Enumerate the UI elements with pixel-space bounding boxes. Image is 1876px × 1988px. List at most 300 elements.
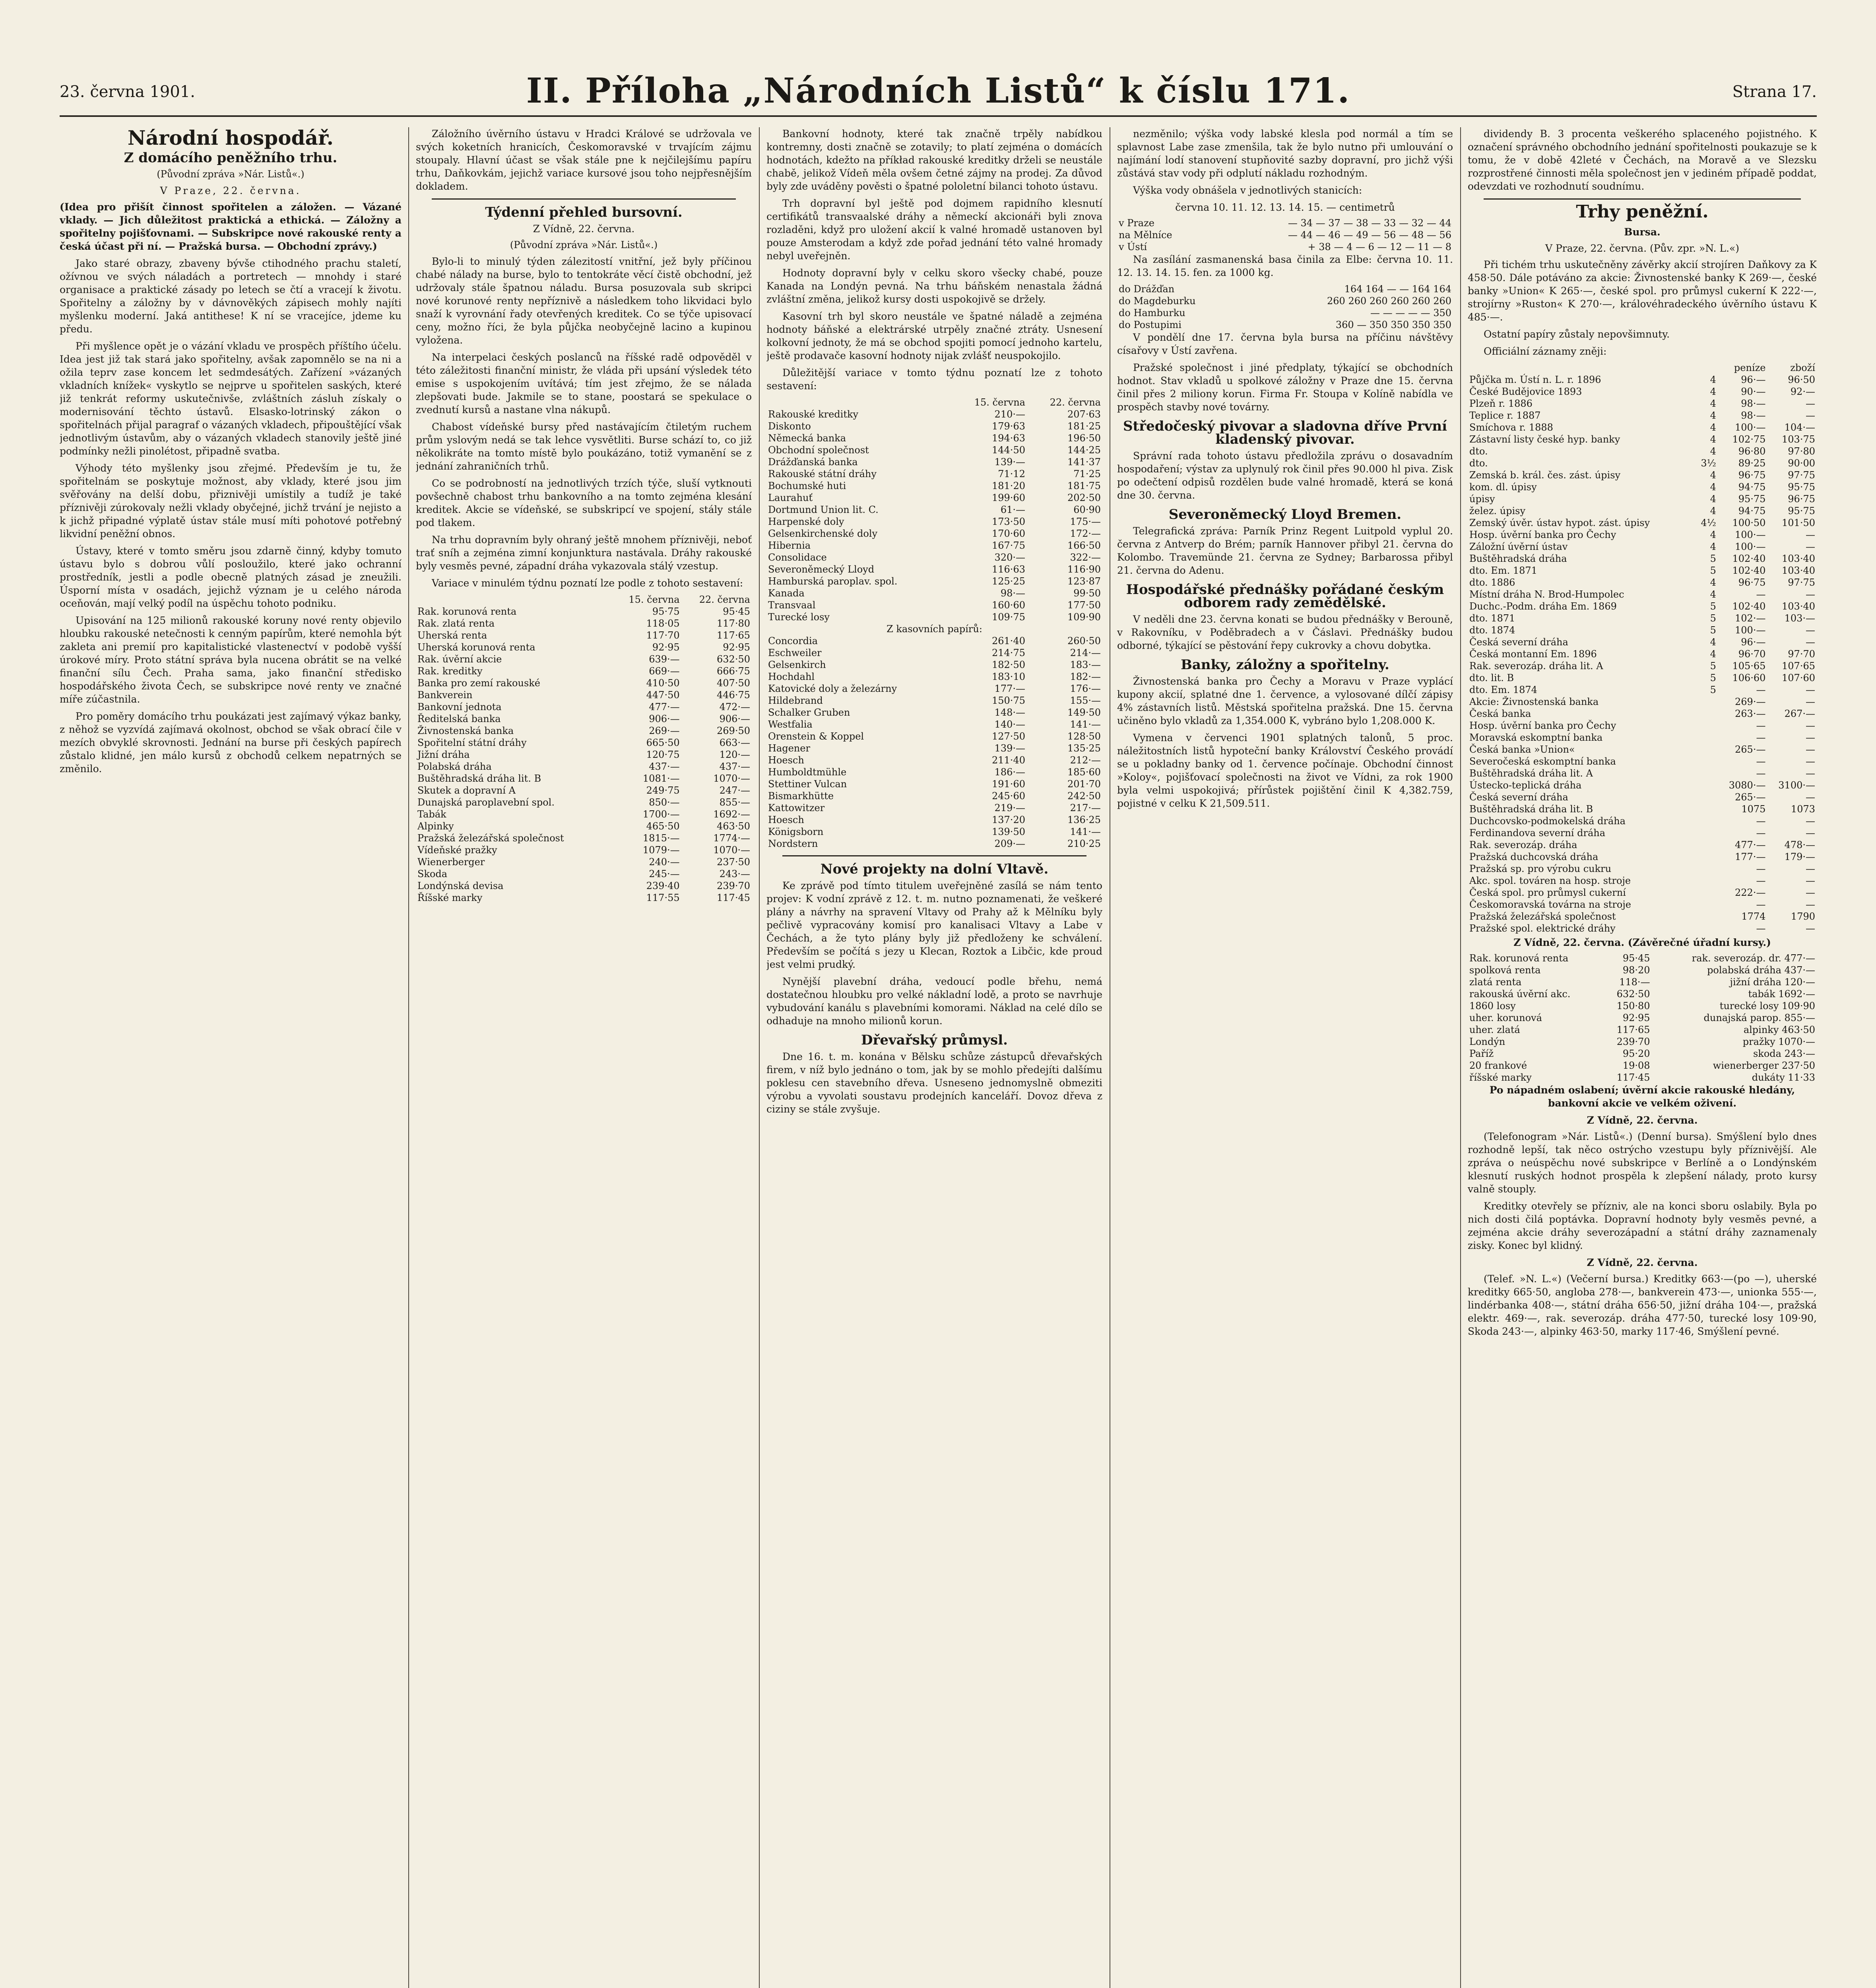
table-row bbox=[1468, 541, 1817, 553]
row-value: — bbox=[1806, 744, 1815, 755]
row-value: 478·— bbox=[1784, 839, 1815, 850]
row-value: 96·50 bbox=[1788, 374, 1815, 385]
row-label: Pražské spol. elektrické dráhy bbox=[1469, 923, 1616, 934]
row-value: 4 bbox=[1710, 422, 1716, 433]
row-value: 1075 bbox=[1741, 804, 1766, 815]
row-value bbox=[1695, 827, 1718, 839]
column-rule bbox=[1460, 127, 1461, 1988]
row-value: 265·— bbox=[1735, 744, 1766, 755]
subsection-label: Bursa. bbox=[1624, 226, 1661, 238]
table-row bbox=[416, 725, 752, 737]
table-row bbox=[1468, 660, 1817, 672]
table-row bbox=[1468, 374, 1817, 386]
article-title: Hospodářské přednášky pořádané českým odborem rady zemědělské. bbox=[1126, 582, 1444, 611]
row-value: 240·— bbox=[649, 856, 680, 868]
row-value: + 38 — 4 — 6 — 12 — 11 — 8 bbox=[1308, 241, 1451, 252]
row-value: — bbox=[1806, 625, 1815, 636]
row-label: říšské marky bbox=[1469, 1072, 1532, 1083]
row-value: 117·65 bbox=[717, 630, 750, 641]
row-value: 102·40 bbox=[1732, 553, 1766, 564]
table-row bbox=[1468, 433, 1817, 445]
row-value: 5 bbox=[1710, 672, 1716, 683]
row-value: 117·70 bbox=[646, 630, 680, 641]
row-value: rak. severozáp. dr. 477·— bbox=[1692, 953, 1815, 964]
row-label: Königsborn bbox=[768, 826, 824, 837]
row-value: 269·50 bbox=[717, 725, 750, 736]
row-value: 3½ bbox=[1701, 458, 1716, 469]
row-value: 95·75 bbox=[1788, 505, 1815, 516]
table-row bbox=[766, 492, 1102, 504]
row-value: 175·— bbox=[1070, 516, 1101, 527]
table-row bbox=[766, 754, 1102, 766]
highlight-note: Po nápadném oslabení; úvěrní akcie rakouské hledány, bankovní akcie ve velkém oživení. bbox=[1489, 1084, 1795, 1109]
row-value: 136·25 bbox=[1067, 814, 1101, 825]
row-value: 141·— bbox=[1070, 719, 1101, 730]
row-label: uher. korunová bbox=[1469, 1012, 1542, 1023]
row-label: Česká banka »Union« bbox=[1469, 744, 1575, 755]
row-label: Smíchova r. 1888 bbox=[1469, 422, 1553, 433]
row-value: 181·20 bbox=[992, 480, 1025, 491]
row-value: 214·— bbox=[1070, 647, 1101, 658]
row-value: 167·75 bbox=[992, 540, 1025, 551]
row-label: Uherská korunová renta bbox=[417, 642, 535, 653]
row-value: 19·08 bbox=[1622, 1060, 1650, 1071]
table-row bbox=[1117, 217, 1453, 229]
row-value: 222·— bbox=[1735, 887, 1766, 898]
rates-table bbox=[416, 594, 752, 904]
row-label: Orenstein & Koppel bbox=[768, 731, 864, 742]
row-label: 20 frankové bbox=[1469, 1060, 1527, 1071]
row-value: 260 260 260 260 260 260 bbox=[1327, 295, 1451, 307]
row-value: 201·70 bbox=[1067, 779, 1101, 790]
row-value: 4 bbox=[1710, 446, 1716, 457]
article-dateline: Z Vídně, 22. června. (Závěrečné úřadní kursy.) bbox=[1513, 937, 1771, 948]
row-label: do Magdeburku bbox=[1119, 295, 1196, 307]
table-row bbox=[766, 611, 1102, 623]
table-row bbox=[1468, 839, 1817, 851]
row-label: Říšské marky bbox=[417, 892, 483, 903]
column-1 bbox=[60, 127, 402, 1988]
row-value: turecké losy 109·90 bbox=[1719, 1000, 1815, 1011]
row-label: Moravská eskomptní banka bbox=[1469, 732, 1603, 743]
row-value: — bbox=[1756, 875, 1766, 886]
table-row bbox=[1468, 624, 1817, 636]
water-table-header: června 10. 11. 12. 13. 14. 15. — centimetrů bbox=[1175, 202, 1395, 213]
row-value: — bbox=[1806, 923, 1815, 934]
section-heading: Národní hospodář. bbox=[127, 127, 334, 149]
table-row bbox=[1468, 1036, 1817, 1048]
article-title: Z domácího peněžního trhu. bbox=[124, 150, 338, 166]
table-row bbox=[766, 587, 1102, 599]
table-row bbox=[766, 540, 1102, 551]
row-value bbox=[1695, 708, 1718, 720]
row-label: Stettiner Vulcan bbox=[768, 779, 847, 790]
row-value bbox=[1695, 732, 1718, 744]
row-value bbox=[1695, 803, 1718, 815]
row-label: Londýnská devisa bbox=[417, 880, 504, 891]
table-row bbox=[1117, 319, 1453, 331]
row-value: 239·70 bbox=[1616, 1036, 1650, 1047]
row-value: 207·63 bbox=[1067, 409, 1101, 420]
table-row bbox=[766, 563, 1102, 575]
divider bbox=[1484, 198, 1801, 200]
row-value: — bbox=[1756, 863, 1766, 874]
row-value: 182·— bbox=[1070, 671, 1101, 682]
table-row bbox=[766, 575, 1102, 587]
row-label: kom. dl. úpisy bbox=[1469, 481, 1537, 493]
row-label: dto. 1871 bbox=[1469, 613, 1515, 624]
row-value: tabák 1692·— bbox=[1748, 988, 1815, 1000]
table-row bbox=[416, 629, 752, 641]
row-value: 107·60 bbox=[1782, 672, 1815, 683]
row-value: 144·50 bbox=[992, 445, 1025, 456]
table-row bbox=[1468, 803, 1817, 815]
row-value: — bbox=[1756, 732, 1766, 743]
column-header: 22. června bbox=[1050, 397, 1101, 408]
paragraph: Bylo-li to minulý týden zálezitostí vnitřní, jež byly příčinou chabé nálady na burse, bylo to tentokráte věcí čistě obchodní, jež udržovaly stále špatnou náladu. Bursa posuzovala sub skripci nové korunové renty nepříznivě a následkem toho likvidaci bylo snaží k vyrovnání řady otevřených kreditek. Co se týče upisovací ceny, možno říci, že byla půjčka neobyčejně lacino a kupinou vyložena. bbox=[416, 256, 752, 346]
row-value: 4 bbox=[1710, 505, 1716, 516]
table-row bbox=[416, 880, 752, 892]
row-label: do Hamburku bbox=[1119, 307, 1185, 318]
table-row bbox=[766, 695, 1102, 707]
row-value: 95·45 bbox=[723, 606, 750, 617]
table-row bbox=[1468, 493, 1817, 505]
table-row bbox=[766, 480, 1102, 492]
row-value: 102·40 bbox=[1732, 565, 1766, 576]
row-value: 4 bbox=[1710, 481, 1716, 493]
table-row bbox=[1468, 588, 1817, 600]
row-value: 1081·— bbox=[642, 773, 680, 784]
article-title: Týdenní přehled bursovní. bbox=[485, 204, 683, 220]
row-label: Záložní úvěrní ústav bbox=[1469, 541, 1568, 552]
divider bbox=[782, 855, 1086, 856]
table-row bbox=[766, 659, 1102, 671]
row-value: 71·12 bbox=[998, 468, 1025, 480]
row-label: Bankovní jednota bbox=[417, 701, 502, 712]
table-row bbox=[416, 617, 752, 629]
paragraph: Bankovní hodnoty, které tak značně trpěly nabídkou kontremny, dosti značně se zotavily; to platí zejména o domácích hodnotách, kdežto na příkład rakouské kreditky drželi se neustále chabě, jelikož Vídeň měla ovšem četné zájmy na prodej. Za důvod byly zde uváděny pověsti o špatné pololetní bilanci tohoto ústavu. bbox=[766, 128, 1102, 192]
freight-table bbox=[1117, 283, 1453, 331]
column-header: 15. června bbox=[629, 594, 680, 605]
table-row bbox=[1468, 755, 1817, 767]
row-value: — bbox=[1756, 815, 1766, 827]
row-label: v Ústí bbox=[1119, 241, 1147, 252]
row-label: spolková renta bbox=[1469, 965, 1541, 976]
table-row bbox=[416, 653, 752, 665]
row-value: 92·95 bbox=[1622, 1012, 1650, 1023]
table-row bbox=[416, 856, 752, 868]
row-label: Dunajská paroplavební spol. bbox=[417, 797, 555, 808]
paragraph: Pro poměry domácího trhu poukázati jest zajímavý výkaz banky, z něhož se vyzvídá zajímavá okolnost, obchod se však obrací čile v mezích obvyklé skrovnosti. Jednání na burse při českých papírech zůstalo klidné, jen málo kursů z obchodů celkem nepatrných se změnilo. bbox=[60, 711, 402, 775]
row-value: 103·75 bbox=[1782, 434, 1815, 445]
row-value: 94·75 bbox=[1738, 481, 1766, 493]
row-value: 196·50 bbox=[1067, 433, 1101, 444]
column-header: 15. června bbox=[974, 397, 1025, 408]
row-label: Wienerberger bbox=[417, 856, 485, 868]
row-label: Turecké losy bbox=[768, 612, 830, 623]
section-heading: Trhy peněžní. bbox=[1576, 202, 1709, 222]
row-value: 95·75 bbox=[652, 606, 680, 617]
row-label: Pražská železářská společnost bbox=[1469, 911, 1616, 922]
table-row bbox=[766, 647, 1102, 659]
row-label: Westfalia bbox=[768, 719, 813, 730]
rates-table-body bbox=[416, 606, 752, 904]
paragraph: Pražské společnost i jiné předplaty, týkající se obchodních hodnot. Stav vkladů u spolkové záložny v Praze dne 15. června činil přes 2 miliony korun. Firma Fr. Stoupa v Kolíně nabídla ve prospěch stavby nové továrny. bbox=[1117, 362, 1453, 413]
row-label: Bankverein bbox=[417, 689, 473, 701]
row-label: Zemská b. král. čes. zást. úpisy bbox=[1469, 470, 1621, 481]
row-value bbox=[1695, 863, 1718, 875]
row-label: Harpenské doly bbox=[768, 516, 844, 527]
row-label: Gelsenkirchenské doly bbox=[768, 528, 878, 539]
row-label: Gelsenkirch bbox=[768, 659, 826, 670]
row-value: 243·— bbox=[719, 868, 750, 879]
row-value bbox=[1695, 767, 1718, 779]
row-value: wienerberger 237·50 bbox=[1713, 1060, 1815, 1071]
freight-body bbox=[1117, 283, 1453, 331]
vienna-quotes-body bbox=[1468, 952, 1817, 1083]
row-value: 245·— bbox=[649, 868, 680, 879]
row-value: — bbox=[1806, 398, 1815, 409]
row-value: 1070·— bbox=[713, 773, 750, 784]
row-value bbox=[1695, 720, 1718, 732]
row-value: 97·75 bbox=[1788, 470, 1815, 481]
table-row bbox=[416, 892, 752, 904]
table-row bbox=[1468, 1060, 1817, 1072]
row-value: — bbox=[1806, 899, 1815, 910]
table-row bbox=[1468, 922, 1817, 934]
row-value bbox=[1695, 851, 1718, 863]
table-row bbox=[1468, 863, 1817, 875]
row-label: Buštěhradská dráha lit. B bbox=[417, 773, 541, 784]
row-value: 179·— bbox=[1784, 851, 1815, 862]
row-label: Rakouské státní dráhy bbox=[768, 468, 877, 480]
table-row bbox=[766, 790, 1102, 802]
table-row bbox=[766, 826, 1102, 838]
table-row bbox=[416, 796, 752, 808]
table-row bbox=[1468, 1024, 1817, 1036]
paragraph: V pondělí dne 17. června byla bursa na příčinu návštěvy císařovy v Ústí zavřena. bbox=[1117, 332, 1453, 356]
row-label: Bismarkhütte bbox=[768, 790, 834, 802]
row-value: 632·50 bbox=[1616, 988, 1650, 1000]
row-value: 1774·— bbox=[713, 833, 750, 844]
table-subheading: Z kasovních papírů: bbox=[887, 623, 982, 635]
row-value: 95·45 bbox=[1622, 953, 1650, 964]
official-quotes-body bbox=[1468, 374, 1817, 934]
column-header bbox=[1468, 362, 1695, 374]
row-value: 210·25 bbox=[1067, 838, 1101, 849]
row-value: 96·— bbox=[1741, 374, 1766, 385]
article-lead: (Idea pro přišít činnost spořitelen a záložen. — Vázané vklady. — Jich důležitost praktická a ethická. — Záložny a spořitelny pojišťovnami. — Subskripce nové rakouské renty a česká účast při ní. — Pražská bursa. — Obchodní zprávy.) bbox=[60, 201, 402, 252]
row-value: 5 bbox=[1710, 565, 1716, 576]
row-label: Paříž bbox=[1469, 1048, 1494, 1059]
row-label: do Postupimi bbox=[1119, 319, 1181, 330]
row-value: 141·— bbox=[1070, 826, 1101, 837]
row-value: 437·— bbox=[719, 761, 750, 772]
row-value: 4 bbox=[1710, 577, 1716, 588]
row-value: — bbox=[1806, 720, 1815, 731]
column-3 bbox=[766, 127, 1102, 1988]
row-value: 118·— bbox=[1619, 977, 1650, 988]
paragraph: Ústavy, které v tomto směru jsou zdarně činný, kdyby tomuto ústavu bylo s dobrou vůlí posloužilo, které jako ochranní prostředník, jestli a podle obecně platných zásad je zneužili. Úsporní místa v osadách, jejichž význam je u celého národa oceňován, mají velký podíl na úspěchu tohoto podniku. bbox=[60, 545, 402, 609]
table-row bbox=[766, 814, 1102, 826]
row-label: 1860 losy bbox=[1469, 1000, 1516, 1011]
row-value: 177·— bbox=[1735, 851, 1766, 862]
row-value: 164 164 — — 164 164 bbox=[1344, 283, 1451, 295]
row-value: 176·— bbox=[1070, 683, 1101, 694]
row-label: Ferdinandova severní dráha bbox=[1469, 827, 1606, 839]
row-value: 127·50 bbox=[992, 731, 1025, 742]
row-value: jižní dráha 120·— bbox=[1730, 977, 1815, 988]
row-value: — 34 — 37 — 38 — 33 — 32 — 44 bbox=[1288, 217, 1451, 229]
table-row bbox=[1117, 295, 1453, 307]
column-4 bbox=[1117, 127, 1453, 1988]
row-value: 1070·— bbox=[713, 845, 750, 856]
table-row bbox=[416, 641, 752, 653]
rates-table bbox=[766, 396, 1102, 850]
column-header: 22. června bbox=[699, 594, 750, 605]
row-label: Severoněmecký Lloyd bbox=[768, 564, 875, 575]
row-value: 665·50 bbox=[646, 737, 680, 748]
row-label: Pražská sp. pro výrobu cukru bbox=[1469, 863, 1612, 874]
row-value: 101·50 bbox=[1782, 517, 1815, 528]
row-value: 118·05 bbox=[646, 618, 680, 629]
row-value: 117·55 bbox=[646, 892, 680, 903]
row-value: 407·50 bbox=[717, 678, 750, 689]
row-label: Kanada bbox=[768, 588, 805, 599]
table-row bbox=[1468, 505, 1817, 517]
row-value: — bbox=[1756, 720, 1766, 731]
row-label: Duchc.-Podm. dráha Em. 1869 bbox=[1469, 601, 1617, 612]
row-value bbox=[1695, 744, 1718, 755]
paragraph: Upisování na 125 milionů rakouské koruny nové renty objevilo hloubku rakouské netečnosti k cenným papírům, které nemohla být zakleta ani premií pro kapitalistické vlastenectví v podobě vyšší úrokové míry. Proto státní správa byla nucena obrátit se na velké finanční sílu Čech. Praha sama, jako finanční středisko hospodářského života Čech, se subskripce nové renty ve značné míře zúčastnila. bbox=[60, 615, 402, 705]
paragraph: Dne 16. t. m. konána v Bělsku schůze zástupců dřevařských firem, v níž bylo jednáno o tom, jak by se mohlo předejíti dalšímu poklesu cen stavebního dřeva. Usneseno jednomyslně obmeziti výrobu a vyvolati soustavu prodejních kanceláří. Dovoz dřeva z ciziny se stále zvyšuje. bbox=[766, 1051, 1102, 1115]
row-value: 100·— bbox=[1735, 541, 1766, 552]
row-value: 102·75 bbox=[1732, 434, 1766, 445]
row-value: 202·50 bbox=[1067, 492, 1101, 503]
table-row bbox=[1468, 767, 1817, 779]
row-value: 472·— bbox=[719, 701, 750, 712]
row-value: 263·— bbox=[1735, 708, 1766, 719]
row-value: dunajská parop. 855·— bbox=[1703, 1012, 1815, 1023]
row-value: 97·75 bbox=[1788, 577, 1815, 588]
table-row bbox=[416, 749, 752, 761]
article-source: (Původní zpráva »Nár. Listů«.) bbox=[157, 169, 305, 180]
row-value: 181·25 bbox=[1067, 421, 1101, 432]
row-value: 92·— bbox=[1790, 386, 1815, 397]
row-value: 128·50 bbox=[1067, 731, 1101, 742]
row-value: — bbox=[1806, 732, 1815, 743]
table-row bbox=[1468, 791, 1817, 803]
article-dateline: V Praze, 22. června. bbox=[160, 185, 301, 196]
table-row bbox=[1468, 988, 1817, 1000]
table-row bbox=[1468, 899, 1817, 911]
table-row bbox=[416, 820, 752, 832]
row-value: 465·50 bbox=[646, 821, 680, 832]
row-value bbox=[1695, 839, 1718, 851]
row-value: 4½ bbox=[1701, 517, 1716, 528]
row-value: 320·— bbox=[994, 552, 1025, 563]
table-row bbox=[1468, 827, 1817, 839]
row-label: dto. lit. B bbox=[1469, 672, 1514, 683]
row-value: 71·25 bbox=[1073, 468, 1101, 480]
paragraph: (Telefonogram »Nár. Listů«.) (Denní bursa). Smýšlení bylo dnes rozhodně lepší, tak něco ostrýcho vzestupu byly příznivější. Ale zpráva o neúspěchu nové subskripce v Berlíně a o Londýnském klesnutí ruských hodnot prospěla k zlepšení nálady, proto kursy valně stouply. bbox=[1468, 1131, 1817, 1195]
table-row bbox=[1468, 612, 1817, 624]
paragraph: Kasovní trh byl skoro neustále ve špatné náladě a zejména hodnoty báňské a elektrárské utrpěly značné ztráty. Usnesení kolkovní jednoty, že má se obchod spojiti pomocí jednoho kartelu, ještě prodavače kasovní hodnoty nijak zvlášť neuspokojilo. bbox=[766, 311, 1102, 361]
row-value: 109·75 bbox=[992, 612, 1025, 623]
row-value bbox=[1695, 815, 1718, 827]
article-title: Nové projekty na dolní Vltavě. bbox=[820, 861, 1049, 877]
row-value: 217·— bbox=[1070, 802, 1101, 813]
row-value: 239·70 bbox=[717, 880, 750, 891]
table-row bbox=[1468, 469, 1817, 481]
article-title: Severoněmecký Lloyd Bremen. bbox=[1168, 507, 1402, 522]
row-value: 194·63 bbox=[992, 433, 1025, 444]
row-label: Rak. severozáp. dráha bbox=[1469, 839, 1577, 850]
row-value: 247·— bbox=[719, 785, 750, 796]
row-value: 269·— bbox=[1735, 696, 1766, 707]
column-rule bbox=[759, 127, 760, 1988]
row-label: Hosp. úvěrní banka pro Čechy bbox=[1469, 720, 1616, 731]
table-row bbox=[1468, 565, 1817, 577]
row-label: Laurahuť bbox=[768, 492, 813, 503]
column-5 bbox=[1468, 127, 1817, 1988]
row-value: 96·75 bbox=[1738, 577, 1766, 588]
row-label: zlatá renta bbox=[1469, 977, 1522, 988]
table-row bbox=[1468, 964, 1817, 976]
row-label: Rak. úvěrní akcie bbox=[417, 654, 502, 665]
row-label: Vídeňské pražky bbox=[417, 845, 497, 856]
row-label: Českomoravská továrna na stroje bbox=[1469, 899, 1631, 910]
row-value: 219·— bbox=[994, 802, 1025, 813]
page-number: Strana 17. bbox=[1732, 83, 1817, 101]
table-row bbox=[1468, 720, 1817, 732]
row-value: 135·25 bbox=[1067, 743, 1101, 754]
row-value: 95·20 bbox=[1622, 1048, 1650, 1059]
paragraph: Při tichém trhu uskutečněny závěrky akcií strojíren Daňkovy za K 458·50. Dále potáváno za akcie: Živnostenské banky K 269·—, české banky »Union« K 265·—, české spol. pro průmysl cukerní K 222·—, strojírny »Ruston« K 270·—, královéhradeckého úvěrního ústavu K 485·—. bbox=[1468, 259, 1817, 323]
table-row bbox=[1117, 283, 1453, 295]
row-label: dto. bbox=[1469, 458, 1488, 469]
row-value: — bbox=[1806, 756, 1815, 767]
table-intro: Variace v minulém týdnu poznatí lze podle z tohoto sestavení: bbox=[432, 577, 743, 589]
row-value: — bbox=[1806, 637, 1815, 648]
row-label: Ústecko-teplická dráha bbox=[1469, 780, 1582, 791]
row-value: 4 bbox=[1710, 410, 1716, 421]
row-value: 5 bbox=[1710, 625, 1716, 636]
row-label: Česká severní dráha bbox=[1469, 792, 1568, 803]
row-value: — bbox=[1806, 887, 1815, 898]
table-row bbox=[766, 420, 1102, 432]
table-row bbox=[416, 784, 752, 796]
paragraph: Co se podrobností na jednotlivých trzích týče, sluší vytknouti povšechně chabost trhu bankovního a na tomto zejména klesání kreditek. Akcie se vídeňské, se subskripcí ve spojení, stály stále pod tlakem. bbox=[416, 478, 752, 528]
row-label: dto. Em. 1874 bbox=[1469, 684, 1537, 695]
row-value: 477·— bbox=[649, 701, 680, 712]
row-value: 104·— bbox=[1784, 422, 1815, 433]
row-value: 210·— bbox=[994, 409, 1025, 420]
row-value: 212·— bbox=[1070, 755, 1101, 766]
row-value: 4 bbox=[1710, 648, 1716, 660]
row-value: 4 bbox=[1710, 470, 1716, 481]
row-value: 632·50 bbox=[717, 654, 750, 665]
table-row bbox=[416, 606, 752, 617]
table-row bbox=[1468, 744, 1817, 755]
row-value: 109·90 bbox=[1067, 612, 1101, 623]
row-value: 102·— bbox=[1735, 613, 1766, 624]
row-value: 98·— bbox=[1741, 410, 1766, 421]
row-value: 125·25 bbox=[992, 576, 1025, 587]
row-label: Hochdahl bbox=[768, 671, 815, 682]
row-value: 117·80 bbox=[717, 618, 750, 629]
table-row bbox=[416, 713, 752, 725]
